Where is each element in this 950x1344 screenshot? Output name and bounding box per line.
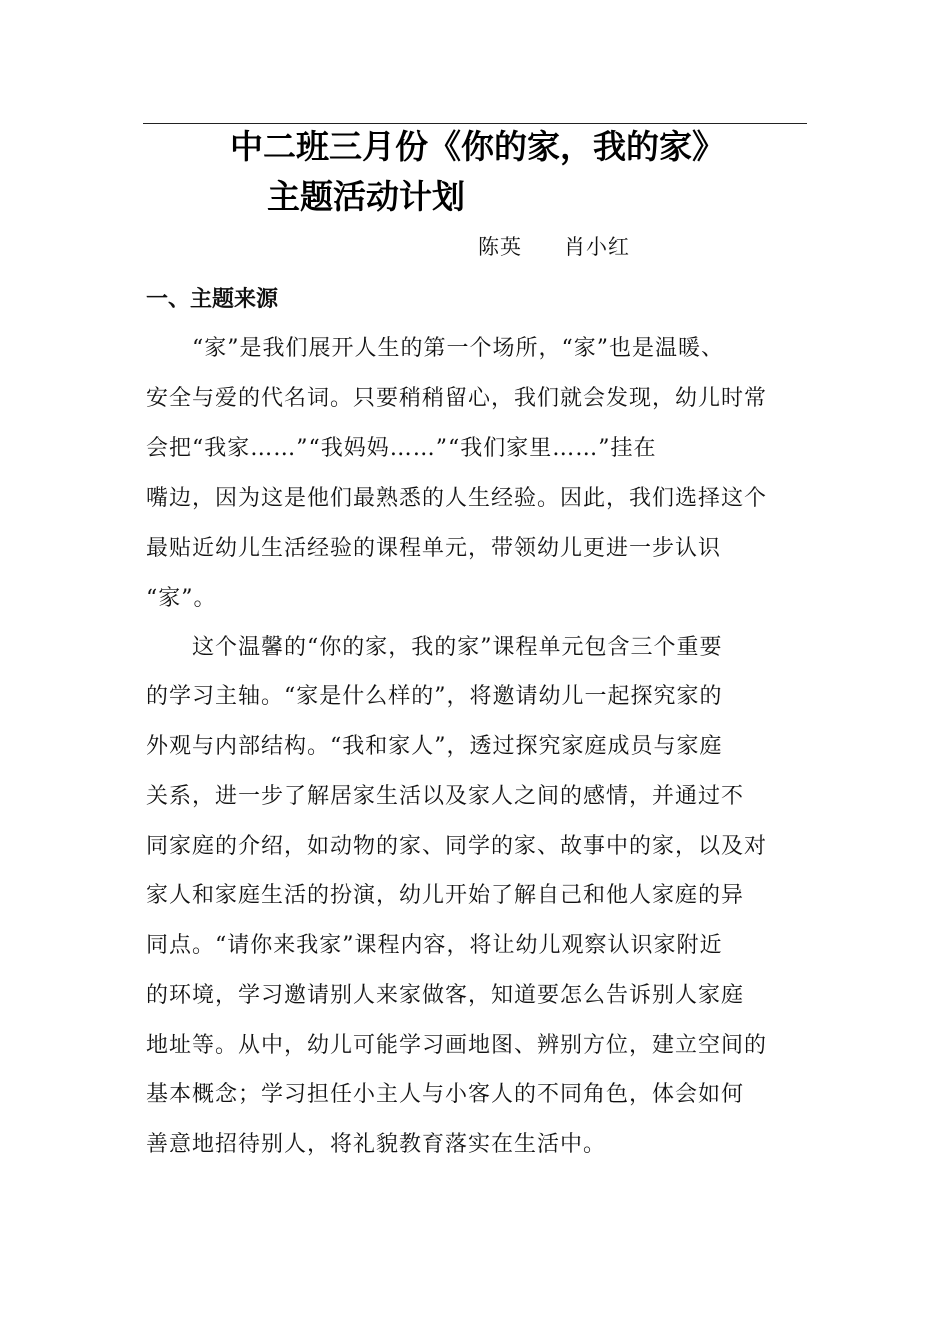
body-text-line: 家人和家庭生活的扮演，幼儿开始了解自己和他人家庭的异 [146, 883, 745, 908]
body-text-line: “家”。 [146, 586, 217, 611]
body-text-line: 的环境，学习邀请别人来家做客，知道要怎么告诉别人家庭 [146, 983, 745, 1008]
document-title-line-1: 中二班三月份《你的家，我的家》 [230, 127, 725, 166]
header-rule [143, 123, 807, 124]
body-text-line: 这个温馨的“你的家，我的家”课程单元包含三个重要 [146, 635, 723, 660]
body-text-line: 基本概念；学习担任小主人与小客人的不同角色，体会如何 [146, 1082, 745, 1107]
body-text-line: 嘴边，因为这是他们最熟悉的人生经验。因此，我们选择这个 [146, 486, 768, 511]
authors [478, 232, 630, 262]
body-text-line: 会把“我家……”“我妈妈……”“我们家里……”挂在 [146, 436, 657, 461]
body-text-line: 的学习主轴。“家是什么样的”，将邀请幼儿一起探究家的 [146, 684, 723, 709]
document-title-line-2: 主题活动计划 [267, 177, 465, 216]
body-text-line: 最贴近幼儿生活经验的课程单元，带领幼儿更进一步认识 [146, 536, 722, 561]
author-name: 肖小红 [564, 235, 630, 259]
author-name: 陈英 [478, 235, 522, 259]
body-text-line: 地址等。从中，幼儿可能学习画地图、辨别方位，建立空间的 [146, 1033, 768, 1058]
body-text-line: 善意地招待别人，将礼貌教育落实在生活中。 [146, 1132, 607, 1157]
body-text-line: 同家庭的介绍，如动物的家、同学的家、故事中的家，以及对 [146, 834, 768, 859]
body-text-line: 安全与爱的代名词。只要稍稍留心，我们就会发现，幼儿时常 [146, 386, 768, 411]
body-text-line: “家”是我们展开人生的第一个场所，“家”也是温暖、 [146, 336, 724, 361]
body-text-line: 外观与内部结构。“我和家人”，透过探究家庭成员与家庭 [146, 734, 723, 759]
section-heading: 一、主题来源 [146, 287, 279, 312]
body-text-line: 关系，进一步了解居家生活以及家人之间的感情，并通过不 [146, 784, 745, 809]
body-text-line: 同点。“请你来我家”课程内容，将让幼儿观察认识家附近 [146, 933, 723, 958]
